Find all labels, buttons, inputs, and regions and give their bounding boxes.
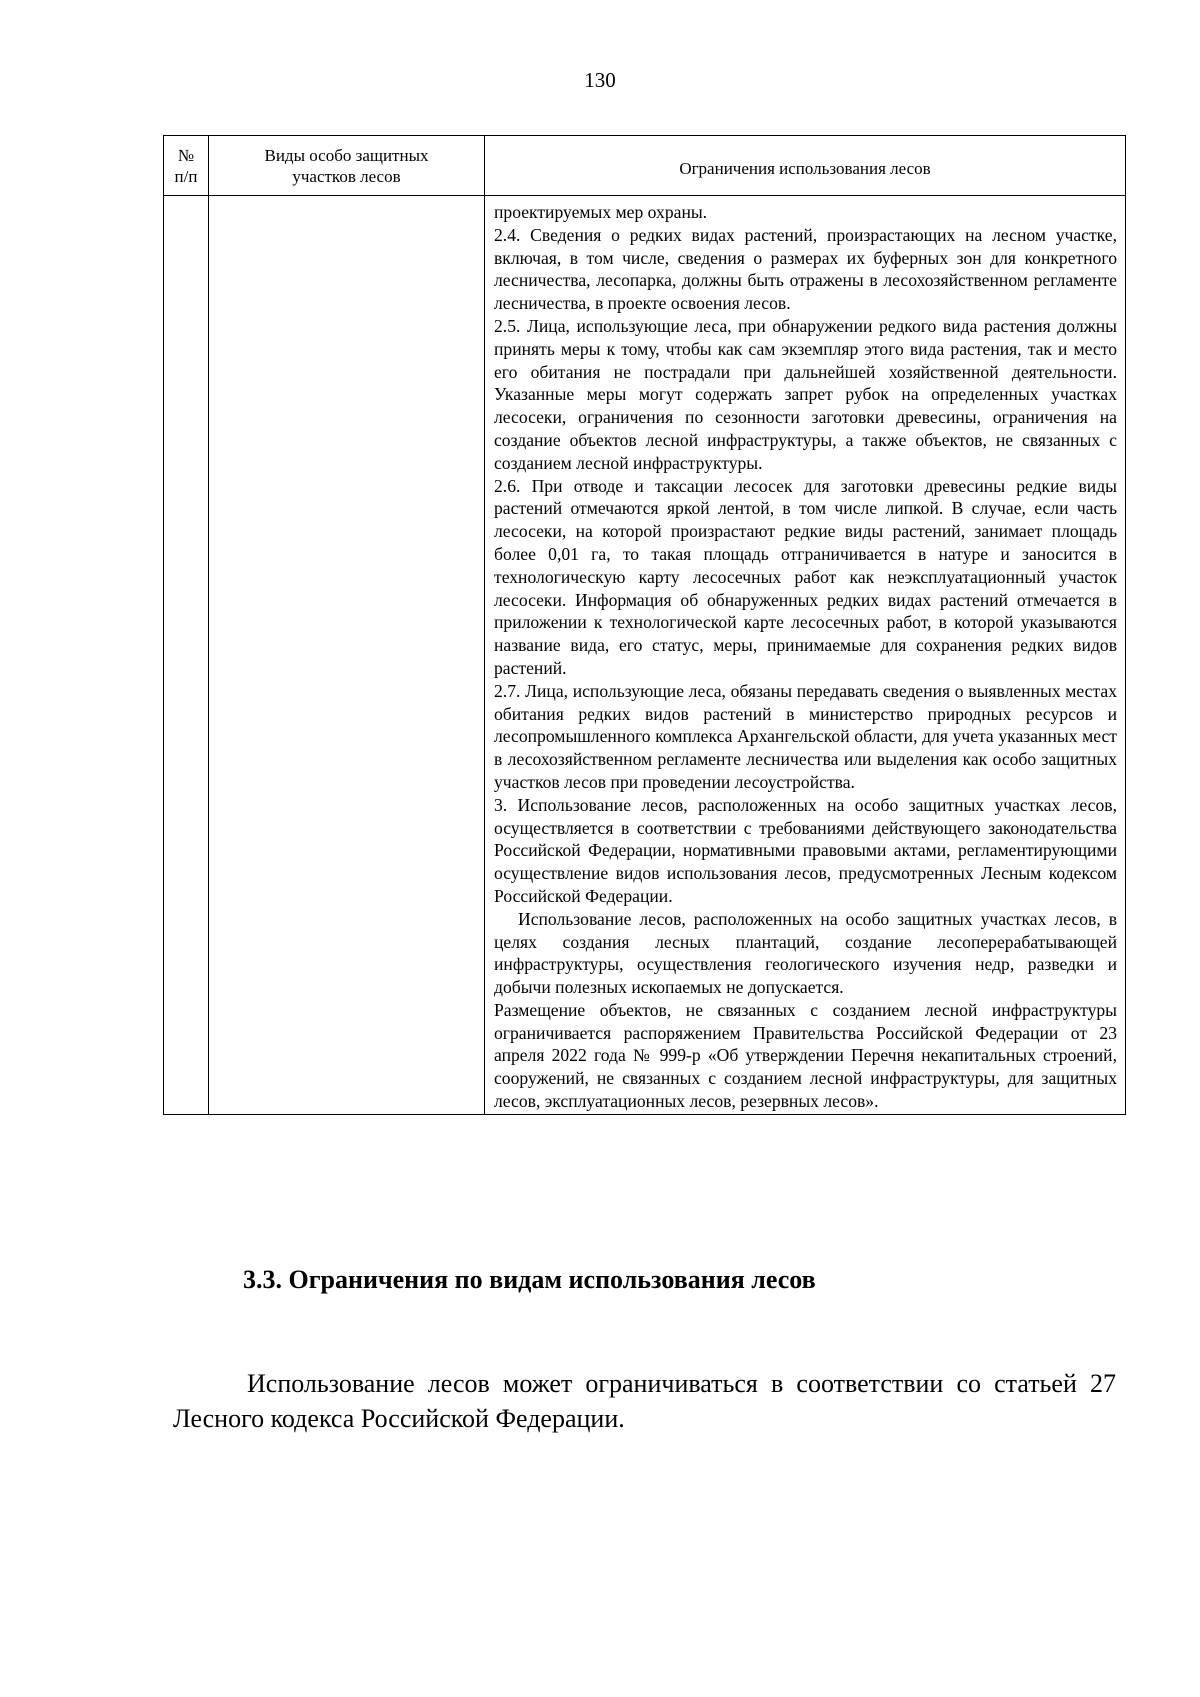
restriction-paragraph: проектируемых мер охраны. <box>494 202 708 222</box>
restriction-paragraph: 2.5. Лица, использующие леса, при обнаружении редкого вида растения должны принять меры к тому, чтобы как сам экземпляр этого вида растения, так и место его обитания не пострадали при дальнейшей хозяйственной деятельности. Указанные меры могут содержать запрет рубок на определенных участках лесосеки, ограничения по сезонности заготовки древесины, ограничения на создание объектов лесной инфраструктуры, а также объектов, не связанных с созданием лесной инфраструктуры. <box>494 315 1117 473</box>
restriction-paragraph: Размещение объектов, не связанных с созданием лесной инфраструктуры ограничивается распоряжением Правительства Российской Федерации от 23 апреля 2022 года № 999-р «Об утверждении Перечня некапитальных строений, сооружений, не связанных с созданием лесной инфраструктуры, для защитных лесов, эксплуатационных лесов, резервных лесов». <box>494 999 1117 1112</box>
section-body-text: Использование лесов может ограничиваться в соответствии со статьей 27 Лесного кодекса Российской Федерации. <box>173 1369 1116 1433</box>
restriction-paragraph: 2.7. Лица, использующие леса, обязаны передавать сведения о выявленных местах обитания редких видов растений в министерство природных ресурсов и лесопромышленного комплекса Архангельской области, для учета указанных мест в лесохозяйственном регламенте лесничества или выделения как особо защитных участков лесов при проведении лесоустройства. <box>494 680 1117 792</box>
header-num: № п/п <box>164 136 209 196</box>
restrictions-table <box>163 135 1126 1115</box>
table-header-row <box>164 136 1126 196</box>
header-type: Виды особо защитных участков лесов <box>209 136 485 196</box>
table-row <box>164 196 1126 1115</box>
restriction-paragraph: 2.6. При отводе и таксации лесосек для заготовки древесины редкие виды растений отмечаются яркой лентой, в том числе липкой. В случае, если часть лесосеки, на которой произрастают редкие виды растений, занимает площадь более 0,01 га, то такая площадь отграничивается в натуре и заносится в технологическую карту лесосечных работ как неэксплуатационный участок лесосеки. Информация об обнаруженных редких видах растений отмечается в приложении к технологической карте лесосечных работ, в которой указываются название вида, его статус, меры, принимаемые для сохранения редких видов растений. <box>494 475 1117 678</box>
cell-restrictions <box>485 196 1126 1115</box>
cell-type <box>209 196 485 1115</box>
restriction-paragraph: 3. Использование лесов, расположенных на особо защитных участках лесов, осуществляется в соответствии с требованиями действующего законодательства Российской Федерации, нормативными правовыми актами, регламентирующими осуществление видов использования лесов, предусмотренных Лесным кодексом Российской Федерации. <box>494 794 1117 906</box>
page-number: 130 <box>584 68 616 92</box>
restriction-paragraph: 2.4. Сведения о редких видах растений, произрастающих на лесном участке, включая, в том числе, сведения о размерах их буферных зон для конкретного лесничества, лесопарка, должны быть отражены в лесохозяйственном регламенте лесничества, в проекте освоения лесов. <box>494 224 1117 314</box>
section-heading: 3.3. Ограничения по видам использования лесов <box>243 1265 816 1294</box>
restriction-paragraph: Использование лесов, расположенных на особо защитных участках лесов, в целях создания лесных плантаций, создание лесоперерабатывающей инфраструктуры, осуществления геологического изучения недр, разведки и добычи полезных ископаемых не допускается. <box>494 908 1117 998</box>
header-restrictions: Ограничения использования лесов <box>485 136 1126 196</box>
cell-num <box>164 196 209 1115</box>
